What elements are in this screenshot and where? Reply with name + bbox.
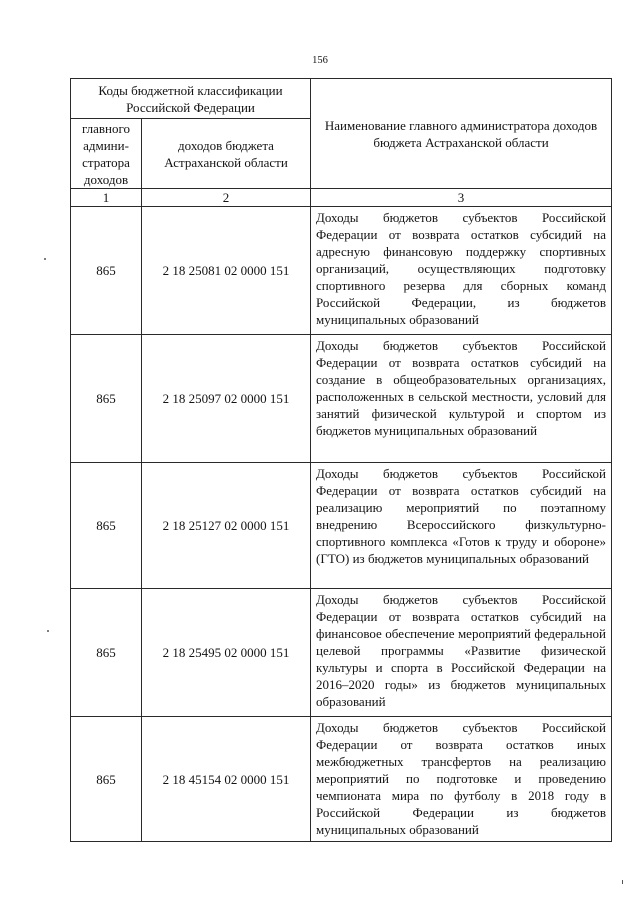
header-group-title: Коды бюджетной классификации Российской Федерации bbox=[71, 79, 311, 119]
column-number-2: 2 bbox=[142, 189, 311, 207]
revenue-code-cell: 2 18 25097 02 0000 151 bbox=[142, 335, 311, 463]
header-name-title: Наименование главного администратора доходов бюджета Астраханской области bbox=[311, 79, 612, 189]
header-revenue-title: доходов бюджета Астраханской области bbox=[142, 119, 311, 189]
admin-code-cell: 865 bbox=[71, 207, 142, 335]
column-number-3: 3 bbox=[311, 189, 612, 207]
admin-code-cell: 865 bbox=[71, 717, 142, 842]
admin-code-cell: 865 bbox=[71, 589, 142, 717]
table-row bbox=[71, 589, 612, 717]
table-row bbox=[71, 207, 612, 335]
admin-code-cell: 865 bbox=[71, 335, 142, 463]
page-number: 156 bbox=[312, 55, 328, 66]
revenue-name-cell: Доходы бюджетов субъектов Российской Федерации от возврата остатков субсидий на финансовое обеспечение мероприятий федеральной целевой программы «Развитие физической культуры и спорта в Российской Федерации на 2016–2020 годы» из бюджетов муниципальных образований bbox=[311, 589, 612, 717]
header-admin-title: главного админи- стратора доходов bbox=[71, 119, 142, 189]
budget-classification-table bbox=[70, 78, 612, 842]
revenue-code-cell: 2 18 25127 02 0000 151 bbox=[142, 463, 311, 589]
table-row bbox=[71, 335, 612, 463]
table-row bbox=[71, 463, 612, 589]
revenue-name-cell: Доходы бюджетов субъектов Российской Федерации от возврата остатков иных межбюджетных трансфертов на реализацию мероприятий по подготовке и проведению чемпионата мира по футболу в 2018 году в Российской Федерации из бюджетов муниципальных образований bbox=[311, 717, 612, 842]
revenue-name-cell: Доходы бюджетов субъектов Российской Федерации от возврата остатков субсидий на реализацию мероприятий по поэтапному внедрению Всероссийского физкультурно-спортивного комплекса «Готов к труду и обороне» (ГТО) из бюджетов муниципальных образований bbox=[311, 463, 612, 589]
scan-speck bbox=[47, 630, 49, 632]
scan-speck bbox=[622, 880, 623, 884]
revenue-code-cell: 2 18 25081 02 0000 151 bbox=[142, 207, 311, 335]
revenue-code-cell: 2 18 25495 02 0000 151 bbox=[142, 589, 311, 717]
column-number-row bbox=[71, 189, 612, 207]
revenue-code-cell: 2 18 45154 02 0000 151 bbox=[142, 717, 311, 842]
column-number-1: 1 bbox=[71, 189, 142, 207]
revenue-name-cell: Доходы бюджетов субъектов Российской Федерации от возврата остатков субсидий на адресную финансовую поддержку спортивных организаций, осуществляющих подготовку спортивного резерва для сборных команд Российской Федерации, из бюджетов муниципальных образований bbox=[311, 207, 612, 335]
admin-code-cell: 865 bbox=[71, 463, 142, 589]
table-row bbox=[71, 717, 612, 842]
header-row-group bbox=[71, 79, 612, 119]
revenue-name-cell: Доходы бюджетов субъектов Российской Федерации от возврата остатков субсидий на создание в общеобразовательных организациях, расположенных в сельской местности, условий для занятий физической культурой и спортом из бюджетов муниципальных образований bbox=[311, 335, 612, 463]
scan-speck bbox=[44, 258, 46, 260]
